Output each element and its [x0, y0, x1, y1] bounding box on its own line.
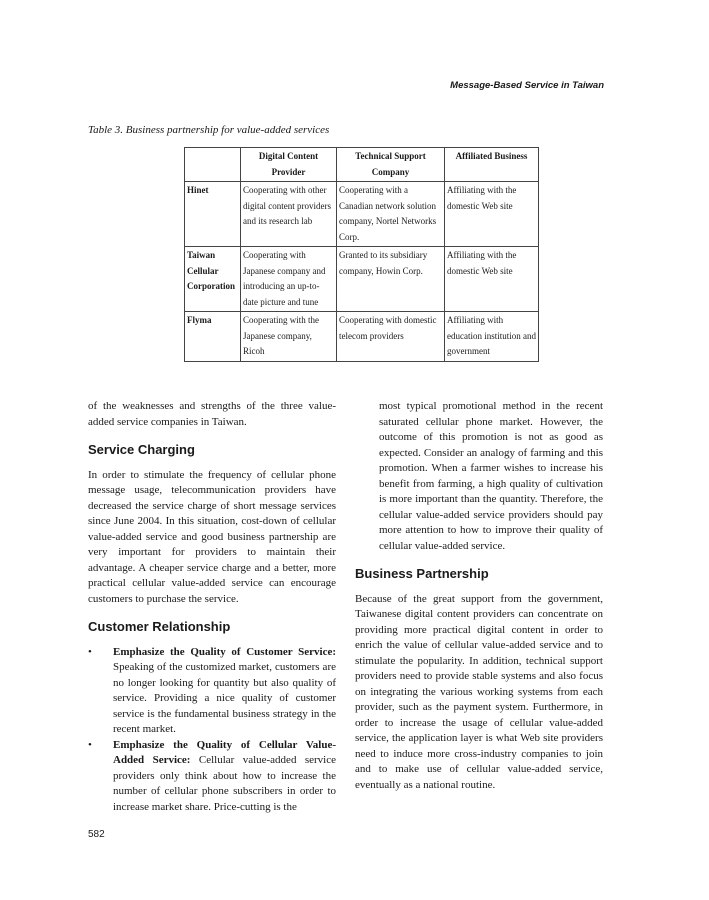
table-cell: Affiliating with the domestic Web site — [445, 247, 539, 312]
table-cell: Affiliating with the domestic Web site — [445, 182, 539, 247]
table-cell: Affiliating with education institution and government — [445, 312, 539, 362]
table-header-cell: Digital Content Provider — [241, 148, 337, 182]
bullet-lead: Emphasize the Quality of Cellular Value-Added Service: — [113, 738, 336, 766]
bullet-lead: Emphasize the Quality of Customer Service: — [113, 645, 336, 658]
table-row-name: Hinet — [185, 182, 241, 247]
bullet-symbol: • — [88, 738, 92, 751]
running-head: Message-Based Service in Taiwan — [450, 80, 604, 91]
table-row — [185, 247, 539, 312]
page-number: 582 — [88, 829, 105, 840]
right-column — [355, 399, 603, 793]
table-header-cell — [185, 148, 241, 182]
bullet-symbol: • — [88, 645, 92, 658]
table-cell: Cooperating with domestic telecom providers — [337, 312, 445, 362]
service-charging-paragraph: In order to stimulate the frequency of cellular phone message usage, telecommunication providers have decreased the service charge of short message services since June 2004. In this situation, cost-down of cellular value-added service and good business partnership are very important for providers to maintain their advantage. A cheaper service charge and a better, more practical cellular value-added service can encourage customers to purchase the service. — [88, 468, 336, 605]
list-item — [88, 738, 336, 816]
continuation-paragraph: most typical promotional method in the recent saturated cellular phone market. However, the outcome of this promotion is not as good as expected. Consider an analogy of farming and this promotion. When a farmer wishes to increase his benefit from farming, a high quality of cultivation is more important than the quantity. Therefore, the cellular value-added service providers should pay more attention to how to improve their quality of cellular value-added service. — [379, 400, 603, 552]
customer-relationship-list — [88, 645, 336, 816]
customer-relationship-heading: Customer Relationship — [88, 619, 231, 634]
table-row — [185, 312, 539, 362]
table-row-name: Taiwan Cellular Corporation — [185, 247, 241, 312]
intro-paragraph: of the weaknesses and strengths of the three value-added service companies in Taiwan. — [88, 400, 336, 428]
table-cell: Cooperating with other digital content providers and its research lab — [241, 182, 337, 247]
business-partnership-paragraph: Because of the great support from the government, Taiwanese digital content providers can concentrate on providing more practical digital content in order to enrich the value of cellular value-added service and to stimulate the popularity. In addition, technical support providers need to provide stable systems and also focus on integrating the various working systems from each provider, such as the payment system. Furthermore, in order to increase the usage of cellular value-added service, the application layer is what Web site providers need to induce more cross-industry companies to join and to make use of cellular value-added service, eventually as a national routine. — [355, 592, 603, 791]
table-row — [185, 182, 539, 247]
table-header-cell: Affiliated Business — [445, 148, 539, 182]
table-header-row — [185, 148, 539, 182]
bullet-text: Speaking of the customized market, customers are no longer looking for quantity but also quality of service. Providing a nice quality of customer service is the fundamental business strategy in the recent market. — [113, 661, 336, 735]
table-cell: Granted to its subsidiary company, Howin Corp. — [337, 247, 445, 312]
table-cell: Cooperating with the Japanese company, Ricoh — [241, 312, 337, 362]
business-partnership-heading: Business Partnership — [355, 566, 489, 581]
service-charging-heading: Service Charging — [88, 442, 195, 457]
left-column — [88, 399, 336, 815]
table-header-cell: Technical Support Company — [337, 148, 445, 182]
table-row-name: Flyma — [185, 312, 241, 362]
list-item — [88, 645, 336, 738]
table-cell: Cooperating with Japanese company and introducing an up-to-date picture and tune — [241, 247, 337, 312]
table-caption: Table 3. Business partnership for value-added services — [88, 124, 330, 136]
business-partnership-table — [184, 147, 539, 362]
table-cell: Cooperating with a Canadian network solution company, Nortel Networks Corp. — [337, 182, 445, 247]
bullet-text: Cellular value-added service providers only think about how to increase the number of cellular phone subscribers in order to increase market share. Price-cutting is the — [113, 754, 336, 813]
